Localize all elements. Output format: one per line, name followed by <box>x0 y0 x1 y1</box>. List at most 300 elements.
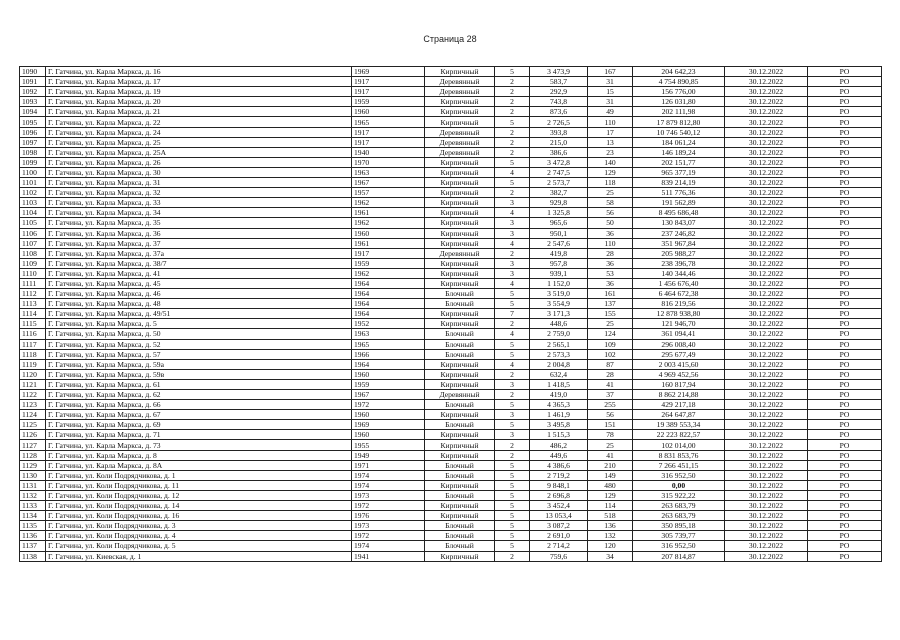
residents-cell: 151 <box>588 420 633 430</box>
status-cell: РО <box>808 460 882 470</box>
floors-cell: 3 <box>495 218 530 228</box>
material-cell: Блочный <box>425 541 495 551</box>
date-cell: 30.12.2022 <box>725 400 808 410</box>
status-cell: РО <box>808 541 882 551</box>
year-cell: 1961 <box>352 208 425 218</box>
area-cell: 393,8 <box>530 127 588 137</box>
address-cell: Г. Гатчина, ул. Карла Маркса, д. 22 <box>46 117 352 127</box>
material-cell: Кирпичный <box>425 238 495 248</box>
floors-cell: 5 <box>495 541 530 551</box>
row-number: 1130 <box>20 470 46 480</box>
cost-cell: 19 389 553,34 <box>633 420 725 430</box>
residents-cell: 25 <box>588 319 633 329</box>
area-cell: 2 726,5 <box>530 117 588 127</box>
cost-cell: 296 008,40 <box>633 339 725 349</box>
residents-cell: 41 <box>588 450 633 460</box>
address-cell: Г. Гатчина, ул. Карла Маркса, д. 17 <box>46 77 352 87</box>
residents-cell: 36 <box>588 278 633 288</box>
status-cell: РО <box>808 157 882 167</box>
cost-cell: 305 739,77 <box>633 531 725 541</box>
material-cell: Блочный <box>425 289 495 299</box>
residents-cell: 155 <box>588 309 633 319</box>
address-cell: Г. Гатчина, ул. Карла Маркса, д. 24 <box>46 127 352 137</box>
table-row <box>20 67 882 77</box>
table-row <box>20 228 882 238</box>
material-cell: Кирпичный <box>425 117 495 127</box>
cost-cell: 202 151,77 <box>633 157 725 167</box>
address-cell: Г. Гатчина, ул. Карла Маркса, д. 34 <box>46 208 352 218</box>
date-cell: 30.12.2022 <box>725 299 808 309</box>
status-cell: РО <box>808 299 882 309</box>
row-number: 1136 <box>20 531 46 541</box>
table-row <box>20 309 882 319</box>
address-cell: Г. Гатчина, ул. Карла Маркса, д. 21 <box>46 107 352 117</box>
address-cell: Г. Гатчина, ул. Коли Подрядчикова, д. 14 <box>46 501 352 511</box>
cost-cell: 146 189,24 <box>633 147 725 157</box>
residents-cell: 28 <box>588 248 633 258</box>
cost-cell: 429 217,18 <box>633 400 725 410</box>
residents-cell: 17 <box>588 127 633 137</box>
residents-cell: 50 <box>588 218 633 228</box>
floors-cell: 2 <box>495 107 530 117</box>
table-row <box>20 289 882 299</box>
table-row <box>20 258 882 268</box>
floors-cell: 4 <box>495 359 530 369</box>
table-row <box>20 208 882 218</box>
floors-cell: 5 <box>495 178 530 188</box>
status-cell: РО <box>808 178 882 188</box>
material-cell: Кирпичный <box>425 198 495 208</box>
address-cell: Г. Гатчина, ул. Карла Маркса, д. 69 <box>46 420 352 430</box>
row-number: 1093 <box>20 97 46 107</box>
date-cell: 30.12.2022 <box>725 258 808 268</box>
row-number: 1127 <box>20 440 46 450</box>
material-cell: Кирпичный <box>425 208 495 218</box>
year-cell: 1963 <box>352 167 425 177</box>
address-cell: Г. Гатчина, ул. Карла Маркса, д. 8А <box>46 460 352 470</box>
area-cell: 449,6 <box>530 450 588 460</box>
row-number: 1110 <box>20 268 46 278</box>
date-cell: 30.12.2022 <box>725 329 808 339</box>
area-cell: 965,6 <box>530 218 588 228</box>
address-cell: Г. Гатчина, ул. Карла Маркса, д. 57 <box>46 349 352 359</box>
residents-cell: 15 <box>588 87 633 97</box>
floors-cell: 3 <box>495 379 530 389</box>
residents-cell: 28 <box>588 369 633 379</box>
status-cell: РО <box>808 127 882 137</box>
floors-cell: 5 <box>495 420 530 430</box>
year-cell: 1957 <box>352 188 425 198</box>
date-cell: 30.12.2022 <box>725 420 808 430</box>
table-row <box>20 117 882 127</box>
residents-cell: 167 <box>588 67 633 77</box>
table-row <box>20 420 882 430</box>
status-cell: РО <box>808 379 882 389</box>
date-cell: 30.12.2022 <box>725 87 808 97</box>
material-cell: Блочный <box>425 460 495 470</box>
row-number: 1106 <box>20 228 46 238</box>
floors-cell: 2 <box>495 188 530 198</box>
year-cell: 1964 <box>352 359 425 369</box>
cost-cell: 12 878 938,80 <box>633 309 725 319</box>
floors-cell: 5 <box>495 67 530 77</box>
area-cell: 292,9 <box>530 87 588 97</box>
material-cell: Блочный <box>425 420 495 430</box>
address-cell: Г. Гатчина, ул. Карла Маркса, д. 59а <box>46 359 352 369</box>
date-cell: 30.12.2022 <box>725 339 808 349</box>
residents-cell: 129 <box>588 490 633 500</box>
row-number: 1090 <box>20 67 46 77</box>
date-cell: 30.12.2022 <box>725 511 808 521</box>
date-cell: 30.12.2022 <box>725 107 808 117</box>
address-cell: Г. Гатчина, ул. Карла Маркса, д. 38/7 <box>46 258 352 268</box>
cost-cell: 316 952,50 <box>633 541 725 551</box>
area-cell: 215,0 <box>530 137 588 147</box>
floors-cell: 2 <box>495 137 530 147</box>
row-number: 1092 <box>20 87 46 97</box>
date-cell: 30.12.2022 <box>725 228 808 238</box>
address-cell: Г. Гатчина, ул. Коли Подрядчикова, д. 12 <box>46 490 352 500</box>
year-cell: 1972 <box>352 400 425 410</box>
material-cell: Кирпичный <box>425 309 495 319</box>
area-cell: 2 565,1 <box>530 339 588 349</box>
cost-cell: 130 843,07 <box>633 218 725 228</box>
table-row <box>20 339 882 349</box>
status-cell: РО <box>808 450 882 460</box>
date-cell: 30.12.2022 <box>725 410 808 420</box>
area-cell: 2 719,2 <box>530 470 588 480</box>
area-cell: 3 087,2 <box>530 521 588 531</box>
residents-cell: 132 <box>588 531 633 541</box>
residents-cell: 31 <box>588 97 633 107</box>
status-cell: РО <box>808 167 882 177</box>
address-cell: Г. Гатчина, ул. Коли Подрядчикова, д. 5 <box>46 541 352 551</box>
status-cell: РО <box>808 238 882 248</box>
year-cell: 1962 <box>352 218 425 228</box>
cost-cell: 4 754 890,85 <box>633 77 725 87</box>
residents-cell: 34 <box>588 551 633 561</box>
area-cell: 632,4 <box>530 369 588 379</box>
year-cell: 1952 <box>352 319 425 329</box>
row-number: 1112 <box>20 289 46 299</box>
cost-cell: 126 031,80 <box>633 97 725 107</box>
address-cell: Г. Гатчина, ул. Карла Маркса, д. 48 <box>46 299 352 309</box>
address-cell: Г. Гатчина, ул. Карла Маркса, д. 35 <box>46 218 352 228</box>
status-cell: РО <box>808 198 882 208</box>
residents-cell: 255 <box>588 400 633 410</box>
date-cell: 30.12.2022 <box>725 460 808 470</box>
cost-cell: 1 456 676,40 <box>633 278 725 288</box>
material-cell: Деревянный <box>425 390 495 400</box>
residents-cell: 110 <box>588 238 633 248</box>
area-cell: 950,1 <box>530 228 588 238</box>
date-cell: 30.12.2022 <box>725 147 808 157</box>
address-cell: Г. Гатчина, ул. Карла Маркса, д. 32 <box>46 188 352 198</box>
material-cell: Кирпичный <box>425 410 495 420</box>
status-cell: РО <box>808 490 882 500</box>
material-cell: Кирпичный <box>425 359 495 369</box>
status-cell: РО <box>808 369 882 379</box>
cost-cell: 121 946,70 <box>633 319 725 329</box>
cost-cell: 0,00 <box>633 480 725 490</box>
cost-cell: 102 014,00 <box>633 440 725 450</box>
date-cell: 30.12.2022 <box>725 349 808 359</box>
row-number: 1114 <box>20 309 46 319</box>
year-cell: 1917 <box>352 77 425 87</box>
area-cell: 873,6 <box>530 107 588 117</box>
table-row <box>20 278 882 288</box>
row-number: 1109 <box>20 258 46 268</box>
status-cell: РО <box>808 359 882 369</box>
residents-cell: 41 <box>588 379 633 389</box>
floors-cell: 3 <box>495 258 530 268</box>
date-cell: 30.12.2022 <box>725 490 808 500</box>
address-cell: Г. Гатчина, ул. Карла Маркса, д. 66 <box>46 400 352 410</box>
table-row <box>20 450 882 460</box>
row-number: 1102 <box>20 188 46 198</box>
floors-cell: 3 <box>495 410 530 420</box>
year-cell: 1969 <box>352 420 425 430</box>
row-number: 1133 <box>20 501 46 511</box>
floors-cell: 5 <box>495 531 530 541</box>
status-cell: РО <box>808 470 882 480</box>
status-cell: РО <box>808 77 882 87</box>
address-cell: Г. Гатчина, ул. Карла Маркса, д. 5 <box>46 319 352 329</box>
residents-cell: 114 <box>588 501 633 511</box>
row-number: 1097 <box>20 137 46 147</box>
area-cell: 759,6 <box>530 551 588 561</box>
cost-cell: 22 223 822,57 <box>633 430 725 440</box>
row-number: 1094 <box>20 107 46 117</box>
row-number: 1122 <box>20 390 46 400</box>
cost-cell: 361 094,41 <box>633 329 725 339</box>
date-cell: 30.12.2022 <box>725 137 808 147</box>
table-row <box>20 551 882 561</box>
floors-cell: 2 <box>495 551 530 561</box>
floors-cell: 2 <box>495 77 530 87</box>
floors-cell: 3 <box>495 430 530 440</box>
status-cell: РО <box>808 531 882 541</box>
cost-cell: 839 214,19 <box>633 178 725 188</box>
date-cell: 30.12.2022 <box>725 309 808 319</box>
date-cell: 30.12.2022 <box>725 470 808 480</box>
date-cell: 30.12.2022 <box>725 289 808 299</box>
address-cell: Г. Гатчина, ул. Карла Маркса, д. 46 <box>46 289 352 299</box>
date-cell: 30.12.2022 <box>725 531 808 541</box>
status-cell: РО <box>808 117 882 127</box>
year-cell: 1967 <box>352 178 425 188</box>
year-cell: 1949 <box>352 450 425 460</box>
area-cell: 929,8 <box>530 198 588 208</box>
date-cell: 30.12.2022 <box>725 67 808 77</box>
status-cell: РО <box>808 440 882 450</box>
floors-cell: 5 <box>495 490 530 500</box>
year-cell: 1972 <box>352 501 425 511</box>
year-cell: 1967 <box>352 390 425 400</box>
table-row <box>20 167 882 177</box>
status-cell: РО <box>808 107 882 117</box>
address-cell: Г. Гатчина, ул. Карла Маркса, д. 19 <box>46 87 352 97</box>
cost-cell: 315 922,22 <box>633 490 725 500</box>
row-number: 1115 <box>20 319 46 329</box>
date-cell: 30.12.2022 <box>725 480 808 490</box>
row-number: 1108 <box>20 248 46 258</box>
material-cell: Деревянный <box>425 87 495 97</box>
table-row <box>20 390 882 400</box>
status-cell: РО <box>808 278 882 288</box>
date-cell: 30.12.2022 <box>725 501 808 511</box>
year-cell: 1960 <box>352 410 425 420</box>
row-number: 1101 <box>20 178 46 188</box>
row-number: 1134 <box>20 511 46 521</box>
cost-cell: 816 219,56 <box>633 299 725 309</box>
row-number: 1107 <box>20 238 46 248</box>
status-cell: РО <box>808 268 882 278</box>
date-cell: 30.12.2022 <box>725 117 808 127</box>
address-cell: Г. Гатчина, ул. Коли Подрядчикова, д. 3 <box>46 521 352 531</box>
status-cell: РО <box>808 521 882 531</box>
year-cell: 1974 <box>352 480 425 490</box>
year-cell: 1959 <box>352 258 425 268</box>
floors-cell: 5 <box>495 460 530 470</box>
cost-cell: 351 967,84 <box>633 238 725 248</box>
date-cell: 30.12.2022 <box>725 188 808 198</box>
date-cell: 30.12.2022 <box>725 440 808 450</box>
residents-cell: 110 <box>588 117 633 127</box>
year-cell: 1917 <box>352 137 425 147</box>
row-number: 1111 <box>20 278 46 288</box>
table-row <box>20 107 882 117</box>
material-cell: Блочный <box>425 521 495 531</box>
residents-cell: 124 <box>588 329 633 339</box>
status-cell: РО <box>808 228 882 238</box>
residents-cell: 78 <box>588 430 633 440</box>
address-cell: Г. Гатчина, ул. Коли Подрядчикова, д. 1 <box>46 470 352 480</box>
address-cell: Г. Гатчина, ул. Карла Маркса, д. 52 <box>46 339 352 349</box>
material-cell: Кирпичный <box>425 430 495 440</box>
row-number: 1123 <box>20 400 46 410</box>
floors-cell: 2 <box>495 248 530 258</box>
address-cell: Г. Гатчина, ул. Карла Маркса, д. 30 <box>46 167 352 177</box>
date-cell: 30.12.2022 <box>725 97 808 107</box>
area-cell: 386,6 <box>530 147 588 157</box>
row-number: 1103 <box>20 198 46 208</box>
residents-cell: 136 <box>588 521 633 531</box>
status-cell: РО <box>808 67 882 77</box>
table-row <box>20 369 882 379</box>
date-cell: 30.12.2022 <box>725 238 808 248</box>
table-row <box>20 329 882 339</box>
material-cell: Кирпичный <box>425 501 495 511</box>
floors-cell: 4 <box>495 167 530 177</box>
row-number: 1098 <box>20 147 46 157</box>
cost-cell: 350 895,18 <box>633 521 725 531</box>
year-cell: 1974 <box>352 470 425 480</box>
material-cell: Блочный <box>425 490 495 500</box>
cost-cell: 204 642,23 <box>633 67 725 77</box>
address-cell: Г. Гатчина, ул. Карла Маркса, д. 37а <box>46 248 352 258</box>
row-number: 1100 <box>20 167 46 177</box>
year-cell: 1971 <box>352 460 425 470</box>
row-number: 1096 <box>20 127 46 137</box>
floors-cell: 4 <box>495 278 530 288</box>
residents-cell: 25 <box>588 188 633 198</box>
table-row <box>20 349 882 359</box>
row-number: 1124 <box>20 410 46 420</box>
status-cell: РО <box>808 289 882 299</box>
date-cell: 30.12.2022 <box>725 390 808 400</box>
material-cell: Кирпичный <box>425 157 495 167</box>
material-cell: Блочный <box>425 349 495 359</box>
area-cell: 957,8 <box>530 258 588 268</box>
status-cell: РО <box>808 319 882 329</box>
residents-cell: 49 <box>588 107 633 117</box>
table-row <box>20 77 882 87</box>
floors-cell: 5 <box>495 521 530 531</box>
floors-cell: 5 <box>495 511 530 521</box>
residents-cell: 518 <box>588 511 633 521</box>
residents-cell: 36 <box>588 228 633 238</box>
table-row <box>20 470 882 480</box>
material-cell: Кирпичный <box>425 369 495 379</box>
floors-cell: 2 <box>495 319 530 329</box>
year-cell: 1941 <box>352 551 425 561</box>
address-cell: Г. Гатчина, ул. Карла Маркса, д. 25 <box>46 137 352 147</box>
area-cell: 1 325,8 <box>530 208 588 218</box>
area-cell: 419,0 <box>530 390 588 400</box>
status-cell: РО <box>808 97 882 107</box>
address-cell: Г. Гатчина, ул. Карла Маркса, д. 67 <box>46 410 352 420</box>
cost-cell: 2 003 415,60 <box>633 359 725 369</box>
floors-cell: 3 <box>495 268 530 278</box>
row-number: 1104 <box>20 208 46 218</box>
floors-cell: 5 <box>495 349 530 359</box>
residents-cell: 137 <box>588 299 633 309</box>
material-cell: Кирпичный <box>425 440 495 450</box>
row-number: 1117 <box>20 339 46 349</box>
row-number: 1119 <box>20 359 46 369</box>
status-cell: РО <box>808 137 882 147</box>
date-cell: 30.12.2022 <box>725 218 808 228</box>
residents-cell: 140 <box>588 157 633 167</box>
cost-cell: 965 377,19 <box>633 167 725 177</box>
address-cell: Г. Гатчина, ул. Карла Маркса, д. 59в <box>46 369 352 379</box>
area-cell: 1 418,5 <box>530 379 588 389</box>
table-row <box>20 440 882 450</box>
row-number: 1116 <box>20 329 46 339</box>
year-cell: 1960 <box>352 430 425 440</box>
material-cell: Кирпичный <box>425 319 495 329</box>
material-cell: Блочный <box>425 400 495 410</box>
table-row <box>20 147 882 157</box>
material-cell: Блочный <box>425 531 495 541</box>
address-cell: Г. Гатчина, ул. Карла Маркса, д. 25А <box>46 147 352 157</box>
date-cell: 30.12.2022 <box>725 369 808 379</box>
cost-cell: 6 464 672,38 <box>633 289 725 299</box>
date-cell: 30.12.2022 <box>725 379 808 389</box>
residents-cell: 37 <box>588 390 633 400</box>
address-cell: Г. Гатчина, ул. Карла Маркса, д. 73 <box>46 440 352 450</box>
residents-cell: 120 <box>588 541 633 551</box>
area-cell: 3 519,0 <box>530 289 588 299</box>
area-cell: 1 152,0 <box>530 278 588 288</box>
status-cell: РО <box>808 339 882 349</box>
year-cell: 1960 <box>352 369 425 379</box>
year-cell: 1955 <box>352 440 425 450</box>
cost-cell: 10 746 540,12 <box>633 127 725 137</box>
material-cell: Деревянный <box>425 77 495 87</box>
year-cell: 1970 <box>352 157 425 167</box>
